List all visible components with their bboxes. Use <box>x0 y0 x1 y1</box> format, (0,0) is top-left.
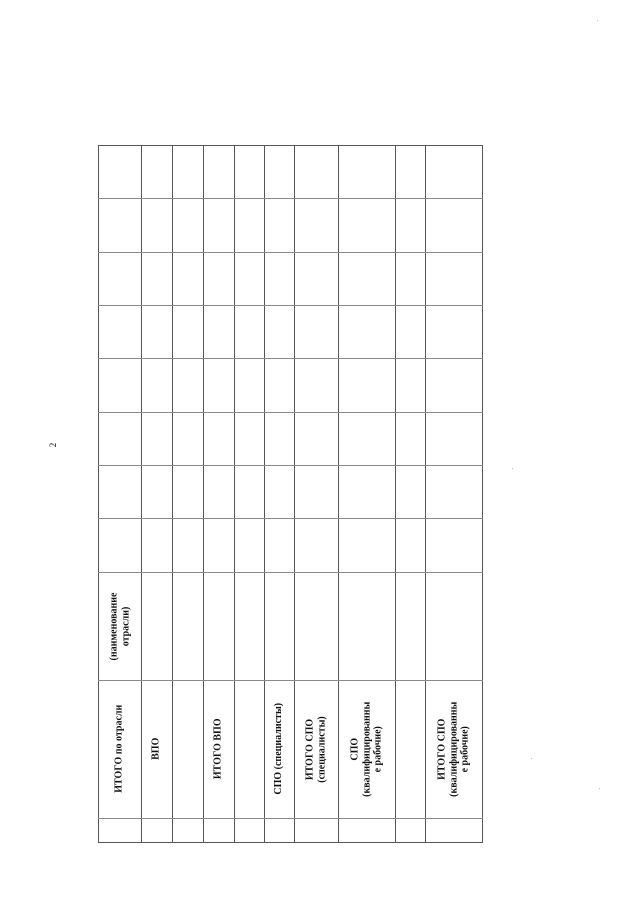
row-label-cell <box>141 680 172 818</box>
row-label-cell <box>264 680 294 818</box>
grid-horizontal-line <box>98 145 483 146</box>
row-label: ВПО <box>150 737 162 761</box>
row-label-cell <box>425 680 482 818</box>
row-sublabel-cell <box>264 572 294 680</box>
scan-speck <box>599 788 600 789</box>
row-sublabel-cell <box>172 572 203 680</box>
row-sublabel: (наименование отрасли) <box>108 592 131 660</box>
row-label: СПО (специалисты) <box>273 703 285 795</box>
row-label: ИТОГО СПО (квалифицированны е рабочие) <box>436 701 471 797</box>
row-label-cell <box>395 680 425 818</box>
scan-speck <box>512 468 513 469</box>
row-sublabel-cell <box>203 572 234 680</box>
grid-horizontal-line <box>98 305 483 306</box>
grid-horizontal-line <box>98 465 483 466</box>
grid-horizontal-line <box>98 518 483 519</box>
row-sublabel-cell <box>234 572 264 680</box>
row-label-cell <box>294 680 338 818</box>
page-number: 2 <box>48 442 58 448</box>
row-label-cell <box>338 680 395 818</box>
row-label-cell <box>203 680 234 818</box>
row-label: ИТОГО по отрасли <box>113 704 125 794</box>
grid-vertical-line <box>482 145 483 842</box>
row-label-cell <box>234 680 264 818</box>
row-label-cell <box>172 680 203 818</box>
grid-horizontal-line <box>98 252 483 253</box>
grid-horizontal-line <box>98 818 483 819</box>
row-label: ИТОГО СПО (специалисты) <box>304 715 328 783</box>
scan-speck <box>531 758 532 759</box>
row-label-cell <box>98 680 141 818</box>
row-sublabel-cell <box>98 572 141 680</box>
row-label: ИТОГО ВПО <box>212 718 224 780</box>
row-sublabel-cell <box>338 572 395 680</box>
row-sublabel-cell <box>141 572 172 680</box>
grid-horizontal-line <box>98 358 483 359</box>
row-label: СПО (квалифицированны е рабочие) <box>349 701 384 797</box>
row-sublabel-cell <box>425 572 482 680</box>
grid-horizontal-line <box>98 198 483 199</box>
grid-horizontal-line <box>98 842 483 843</box>
grid-horizontal-line <box>98 412 483 413</box>
scan-speck <box>597 20 598 21</box>
row-sublabel-cell <box>294 572 338 680</box>
row-sublabel-cell <box>395 572 425 680</box>
